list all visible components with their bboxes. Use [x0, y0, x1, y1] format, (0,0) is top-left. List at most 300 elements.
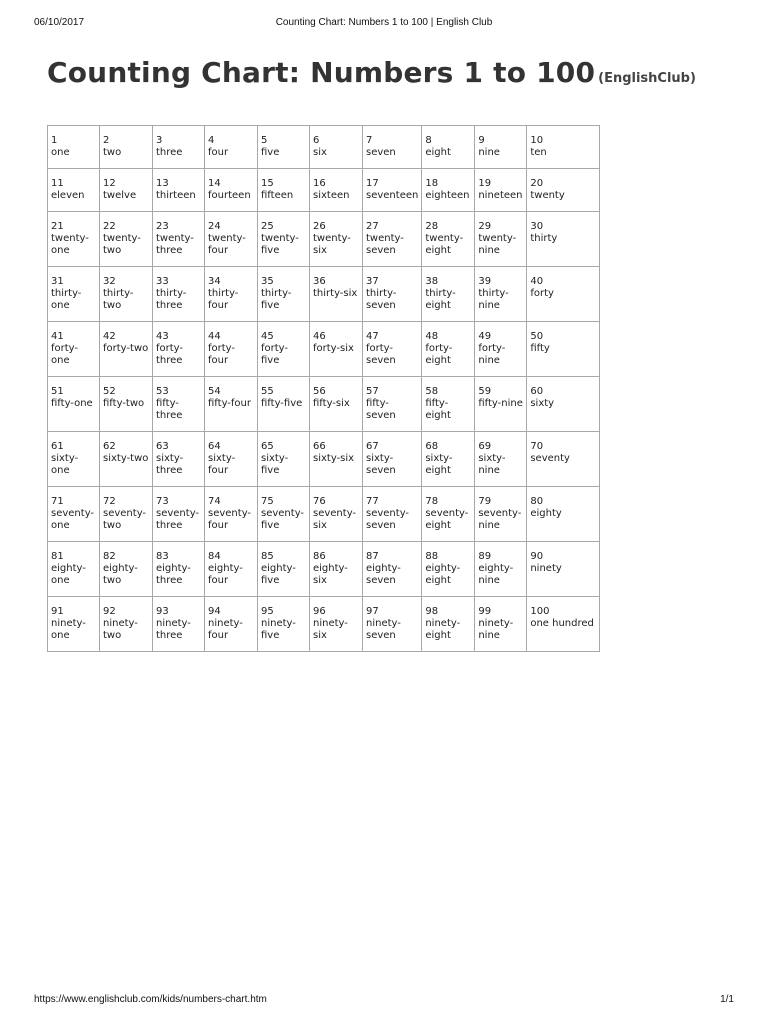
- cell-number: 87: [366, 551, 379, 562]
- cell-word: sixty-four: [208, 453, 236, 476]
- cell-number: 3: [156, 135, 163, 146]
- chart-cell: [527, 597, 600, 652]
- chart-cell: [100, 597, 153, 652]
- cell-number: 9: [478, 135, 485, 146]
- cell-word: thirty-eight: [425, 288, 456, 311]
- print-page-title: Counting Chart: Numbers 1 to 100 | English Club: [275, 17, 493, 28]
- chart-cell: [363, 377, 422, 432]
- cell-word: twenty-five: [261, 233, 299, 256]
- chart-cell: [310, 126, 363, 169]
- cell-word: ninety-three: [156, 618, 191, 641]
- cell-word: eighty: [530, 508, 562, 519]
- cell-word: twenty-nine: [478, 233, 517, 256]
- cell-word: fifty-three: [156, 398, 183, 421]
- cell-word: ninety-four: [208, 618, 243, 641]
- cell-word: nineteen: [478, 190, 523, 201]
- chart-cell: [258, 322, 310, 377]
- cell-number: 41: [51, 331, 64, 342]
- print-footer: [34, 994, 734, 1008]
- cell-number: 12: [103, 178, 116, 189]
- cell-word: forty-two: [103, 343, 149, 354]
- chart-row: [48, 267, 600, 322]
- cell-word: fifty-seven: [366, 398, 396, 421]
- cell-number: 38: [425, 276, 439, 287]
- cell-word: twenty-three: [156, 233, 194, 256]
- chart-row: [48, 322, 600, 377]
- cell-number: 40: [530, 276, 544, 287]
- chart-cell: [153, 267, 205, 322]
- cell-word: thirty-nine: [478, 288, 509, 311]
- chart-cell: [527, 322, 600, 377]
- print-page-count: 1/1: [720, 994, 734, 1005]
- chart-cell: [48, 597, 100, 652]
- cell-word: sixty: [530, 398, 555, 409]
- cell-number: 28: [425, 221, 439, 232]
- cell-number: 26: [313, 221, 326, 232]
- cell-word: twenty-seven: [366, 233, 404, 256]
- cell-number: 88: [425, 551, 439, 562]
- cell-number: 19: [478, 178, 492, 189]
- cell-number: 30: [530, 221, 544, 232]
- counting-chart-table: [47, 125, 600, 652]
- cell-number: 42: [103, 331, 116, 342]
- cell-number: 85: [261, 551, 274, 562]
- chart-cell: [48, 487, 100, 542]
- chart-cell: [422, 267, 475, 322]
- chart-cell: [258, 542, 310, 597]
- cell-number: 79: [478, 496, 492, 507]
- chart-cell: [363, 542, 422, 597]
- cell-number: 57: [366, 386, 379, 397]
- chart-cell: [363, 487, 422, 542]
- cell-number: 4: [208, 135, 215, 146]
- chart-cell: [205, 377, 258, 432]
- cell-word: thirty-two: [103, 288, 134, 311]
- cell-word: fifty-two: [103, 398, 145, 409]
- cell-word: eighty-nine: [478, 563, 514, 586]
- cell-number: 48: [425, 331, 439, 342]
- chart-cell: [100, 126, 153, 169]
- cell-word: eight: [425, 147, 451, 158]
- chart-cell: [100, 322, 153, 377]
- cell-word: ninety-two: [103, 618, 138, 641]
- cell-number: 100: [530, 606, 550, 617]
- cell-word: eighty-six: [313, 563, 348, 586]
- chart-cell: [527, 169, 600, 212]
- cell-number: 8: [425, 135, 432, 146]
- cell-word: eighty-seven: [366, 563, 401, 586]
- chart-row: [48, 126, 600, 169]
- chart-cell: [205, 267, 258, 322]
- chart-cell: [205, 487, 258, 542]
- print-url: https://www.englishclub.com/kids/numbers-chart.htm: [34, 994, 267, 1005]
- chart-cell: [363, 126, 422, 169]
- cell-word: fifty: [530, 343, 550, 354]
- cell-word: four: [208, 147, 229, 158]
- cell-number: 60: [530, 386, 544, 397]
- cell-number: 76: [313, 496, 326, 507]
- cell-number: 61: [51, 441, 64, 452]
- cell-word: fifty-eight: [425, 398, 451, 421]
- chart-cell: [258, 126, 310, 169]
- chart-cell: [475, 432, 527, 487]
- chart-cell: [153, 487, 205, 542]
- cell-word: forty: [530, 288, 554, 299]
- cell-word: seventeen: [366, 190, 419, 201]
- cell-number: 98: [425, 606, 439, 617]
- cell-number: 55: [261, 386, 274, 397]
- chart-cell: [475, 267, 527, 322]
- cell-word: thirty-five: [261, 288, 292, 311]
- cell-word: ninety-nine: [478, 618, 514, 641]
- chart-cell: [475, 377, 527, 432]
- cell-number: 50: [530, 331, 544, 342]
- chart-cell: [363, 432, 422, 487]
- cell-number: 23: [156, 221, 169, 232]
- cell-number: 10: [530, 135, 544, 146]
- chart-cell: [310, 432, 363, 487]
- cell-word: sixty-six: [313, 453, 355, 464]
- chart-cell: [475, 487, 527, 542]
- cell-word: ten: [530, 147, 547, 158]
- cell-word: ninety-seven: [366, 618, 401, 641]
- chart-cell: [527, 267, 600, 322]
- chart-row: [48, 597, 600, 652]
- cell-number: 37: [366, 276, 379, 287]
- chart-cell: [100, 432, 153, 487]
- chart-cell: [422, 377, 475, 432]
- chart-cell: [310, 322, 363, 377]
- chart-cell: [527, 432, 600, 487]
- chart-row: [48, 169, 600, 212]
- cell-word: sixty-nine: [478, 453, 506, 476]
- cell-number: 83: [156, 551, 169, 562]
- chart-cell: [100, 487, 153, 542]
- chart-cell: [48, 432, 100, 487]
- cell-word: sixty-three: [156, 453, 184, 476]
- cell-word: forty-three: [156, 343, 184, 366]
- cell-number: 59: [478, 386, 492, 397]
- cell-word: twelve: [103, 190, 137, 201]
- cell-word: eighty-eight: [425, 563, 461, 586]
- cell-number: 64: [208, 441, 221, 452]
- cell-number: 93: [156, 606, 169, 617]
- chart-cell: [310, 487, 363, 542]
- chart-cell: [422, 126, 475, 169]
- cell-word: fifty-nine: [478, 398, 523, 409]
- cell-word: thirty: [530, 233, 558, 244]
- print-header: [34, 17, 734, 31]
- cell-word: sixty-one: [51, 453, 79, 476]
- chart-cell: [153, 432, 205, 487]
- cell-number: 5: [261, 135, 268, 146]
- cell-word: eighty-two: [103, 563, 138, 586]
- chart-cell: [310, 597, 363, 652]
- cell-number: 52: [103, 386, 116, 397]
- chart-cell: [100, 212, 153, 267]
- cell-number: 39: [478, 276, 492, 287]
- cell-word: ninety-eight: [425, 618, 461, 641]
- cell-word: one hundred: [530, 618, 594, 629]
- chart-cell: [363, 267, 422, 322]
- cell-number: 90: [530, 551, 544, 562]
- chart-cell: [48, 212, 100, 267]
- chart-cell: [153, 542, 205, 597]
- chart-cell: [258, 377, 310, 432]
- cell-word: fifteen: [261, 190, 294, 201]
- cell-number: 20: [530, 178, 544, 189]
- chart-cell: [363, 597, 422, 652]
- cell-word: seventy-three: [156, 508, 200, 531]
- chart-cell: [422, 432, 475, 487]
- cell-number: 78: [425, 496, 439, 507]
- cell-number: 81: [51, 551, 64, 562]
- cell-number: 18: [425, 178, 439, 189]
- cell-number: 35: [261, 276, 274, 287]
- cell-word: twenty: [530, 190, 565, 201]
- cell-word: twenty-four: [208, 233, 246, 256]
- page-title-subtitle: (EnglishClub): [598, 71, 696, 86]
- cell-number: 71: [51, 496, 64, 507]
- cell-number: 68: [425, 441, 439, 452]
- chart-cell: [205, 126, 258, 169]
- cell-word: seven: [366, 147, 396, 158]
- chart-cell: [310, 542, 363, 597]
- chart-cell: [258, 487, 310, 542]
- cell-number: 65: [261, 441, 274, 452]
- cell-number: 58: [425, 386, 439, 397]
- cell-word: eighty-four: [208, 563, 243, 586]
- cell-number: 34: [208, 276, 221, 287]
- cell-word: fifty-six: [313, 398, 350, 409]
- cell-number: 13: [156, 178, 169, 189]
- cell-number: 17: [366, 178, 379, 189]
- cell-number: 24: [208, 221, 221, 232]
- cell-number: 97: [366, 606, 379, 617]
- cell-word: seventy: [530, 453, 570, 464]
- chart-cell: [205, 432, 258, 487]
- chart-cell: [422, 322, 475, 377]
- chart-cell: [310, 212, 363, 267]
- cell-number: 54: [208, 386, 221, 397]
- cell-number: 69: [478, 441, 492, 452]
- cell-number: 53: [156, 386, 169, 397]
- chart-cell: [475, 542, 527, 597]
- cell-word: seventy-one: [51, 508, 95, 531]
- cell-word: eighteen: [425, 190, 470, 201]
- cell-word: thirty-three: [156, 288, 187, 311]
- chart-cell: [422, 487, 475, 542]
- cell-number: 15: [261, 178, 274, 189]
- chart-cell: [48, 126, 100, 169]
- cell-number: 94: [208, 606, 221, 617]
- cell-number: 82: [103, 551, 116, 562]
- chart-row: [48, 542, 600, 597]
- cell-number: 89: [478, 551, 492, 562]
- cell-word: eighty-one: [51, 563, 86, 586]
- cell-word: thirty-six: [313, 288, 358, 299]
- cell-number: 99: [478, 606, 492, 617]
- cell-word: forty-one: [51, 343, 79, 366]
- chart-cell: [48, 377, 100, 432]
- cell-word: three: [156, 147, 183, 158]
- cell-word: fifty-one: [51, 398, 93, 409]
- cell-word: one: [51, 147, 70, 158]
- cell-word: forty-five: [261, 343, 289, 366]
- chart-cell: [153, 126, 205, 169]
- cell-word: fifty-four: [208, 398, 252, 409]
- cell-number: 33: [156, 276, 169, 287]
- cell-number: 66: [313, 441, 326, 452]
- page-title-main: Counting Chart: Numbers 1 to 100: [47, 56, 596, 89]
- cell-number: 92: [103, 606, 116, 617]
- chart-cell: [153, 377, 205, 432]
- chart-cell: [422, 212, 475, 267]
- chart-cell: [153, 597, 205, 652]
- chart-cell: [100, 169, 153, 212]
- chart-cell: [310, 377, 363, 432]
- cell-word: ninety-one: [51, 618, 86, 641]
- print-date: 06/10/2017: [34, 17, 85, 28]
- cell-word: thirty-seven: [366, 288, 397, 311]
- cell-word: twenty-six: [313, 233, 351, 256]
- cell-word: forty-six: [313, 343, 354, 354]
- cell-word: eleven: [51, 190, 85, 201]
- chart-cell: [153, 169, 205, 212]
- cell-number: 70: [530, 441, 544, 452]
- cell-number: 62: [103, 441, 116, 452]
- cell-word: thirteen: [156, 190, 196, 201]
- cell-word: forty-four: [208, 343, 236, 366]
- cell-number: 43: [156, 331, 169, 342]
- chart-cell: [205, 322, 258, 377]
- cell-number: 77: [366, 496, 379, 507]
- cell-number: 72: [103, 496, 116, 507]
- chart-cell: [363, 212, 422, 267]
- cell-number: 36: [313, 276, 326, 287]
- cell-number: 84: [208, 551, 221, 562]
- chart-cell: [422, 542, 475, 597]
- chart-cell: [205, 212, 258, 267]
- cell-number: 22: [103, 221, 116, 232]
- cell-number: 6: [313, 135, 320, 146]
- cell-word: seventy-seven: [366, 508, 410, 531]
- chart-cell: [363, 322, 422, 377]
- cell-word: seventy-two: [103, 508, 147, 531]
- cell-word: ninety-six: [313, 618, 348, 641]
- cell-number: 73: [156, 496, 169, 507]
- cell-number: 67: [366, 441, 379, 452]
- cell-number: 7: [366, 135, 373, 146]
- cell-word: sixty-eight: [425, 453, 453, 476]
- cell-number: 74: [208, 496, 221, 507]
- chart-cell: [100, 377, 153, 432]
- chart-cell: [475, 322, 527, 377]
- chart-cell: [310, 267, 363, 322]
- chart-cell: [422, 597, 475, 652]
- chart-cell: [527, 542, 600, 597]
- chart-cell: [48, 542, 100, 597]
- cell-number: 2: [103, 135, 110, 146]
- chart-cell: [48, 267, 100, 322]
- chart-row: [48, 432, 600, 487]
- chart-row: [48, 377, 600, 432]
- cell-number: 56: [313, 386, 326, 397]
- chart-cell: [258, 432, 310, 487]
- cell-word: ninety-five: [261, 618, 296, 641]
- cell-word: forty-seven: [366, 343, 396, 366]
- chart-cell: [48, 169, 100, 212]
- cell-number: 16: [313, 178, 326, 189]
- cell-word: sixty-five: [261, 453, 289, 476]
- chart-cell: [100, 542, 153, 597]
- cell-word: nine: [478, 147, 500, 158]
- cell-word: five: [261, 147, 280, 158]
- cell-word: two: [103, 147, 122, 158]
- chart-cell: [422, 169, 475, 212]
- chart-cell: [527, 212, 600, 267]
- cell-number: 63: [156, 441, 169, 452]
- cell-number: 14: [208, 178, 221, 189]
- chart-cell: [153, 212, 205, 267]
- cell-number: 29: [478, 221, 492, 232]
- cell-number: 27: [366, 221, 379, 232]
- cell-word: fourteen: [208, 190, 251, 201]
- chart-cell: [527, 487, 600, 542]
- cell-word: forty-eight: [425, 343, 453, 366]
- cell-word: seventy-eight: [425, 508, 469, 531]
- chart-cell: [527, 126, 600, 169]
- cell-number: 95: [261, 606, 274, 617]
- cell-word: eighty-five: [261, 563, 296, 586]
- chart-cell: [475, 126, 527, 169]
- cell-number: 49: [478, 331, 492, 342]
- chart-cell: [475, 169, 527, 212]
- cell-word: twenty-eight: [425, 233, 464, 256]
- cell-word: ninety: [530, 563, 562, 574]
- cell-word: twenty-one: [51, 233, 89, 256]
- chart-cell: [205, 169, 258, 212]
- chart-row: [48, 487, 600, 542]
- cell-word: sixteen: [313, 190, 350, 201]
- chart-cell: [205, 597, 258, 652]
- cell-word: seventy-six: [313, 508, 357, 531]
- chart-cell: [475, 212, 527, 267]
- cell-word: six: [313, 147, 327, 158]
- cell-number: 91: [51, 606, 64, 617]
- chart-cell: [205, 542, 258, 597]
- counting-chart-body: [48, 126, 600, 652]
- chart-cell: [48, 322, 100, 377]
- cell-number: 80: [530, 496, 544, 507]
- cell-word: seventy-nine: [478, 508, 522, 531]
- chart-cell: [527, 377, 600, 432]
- cell-number: 1: [51, 135, 58, 146]
- cell-number: 51: [51, 386, 64, 397]
- chart-cell: [258, 267, 310, 322]
- cell-number: 47: [366, 331, 379, 342]
- cell-word: thirty-four: [208, 288, 239, 311]
- cell-word: fifty-five: [261, 398, 303, 409]
- cell-word: sixty-seven: [366, 453, 396, 476]
- cell-number: 32: [103, 276, 116, 287]
- cell-word: thirty-one: [51, 288, 82, 311]
- cell-word: eighty-three: [156, 563, 191, 586]
- cell-word: forty-nine: [478, 343, 506, 366]
- chart-cell: [258, 169, 310, 212]
- cell-number: 11: [51, 178, 64, 189]
- chart-cell: [258, 597, 310, 652]
